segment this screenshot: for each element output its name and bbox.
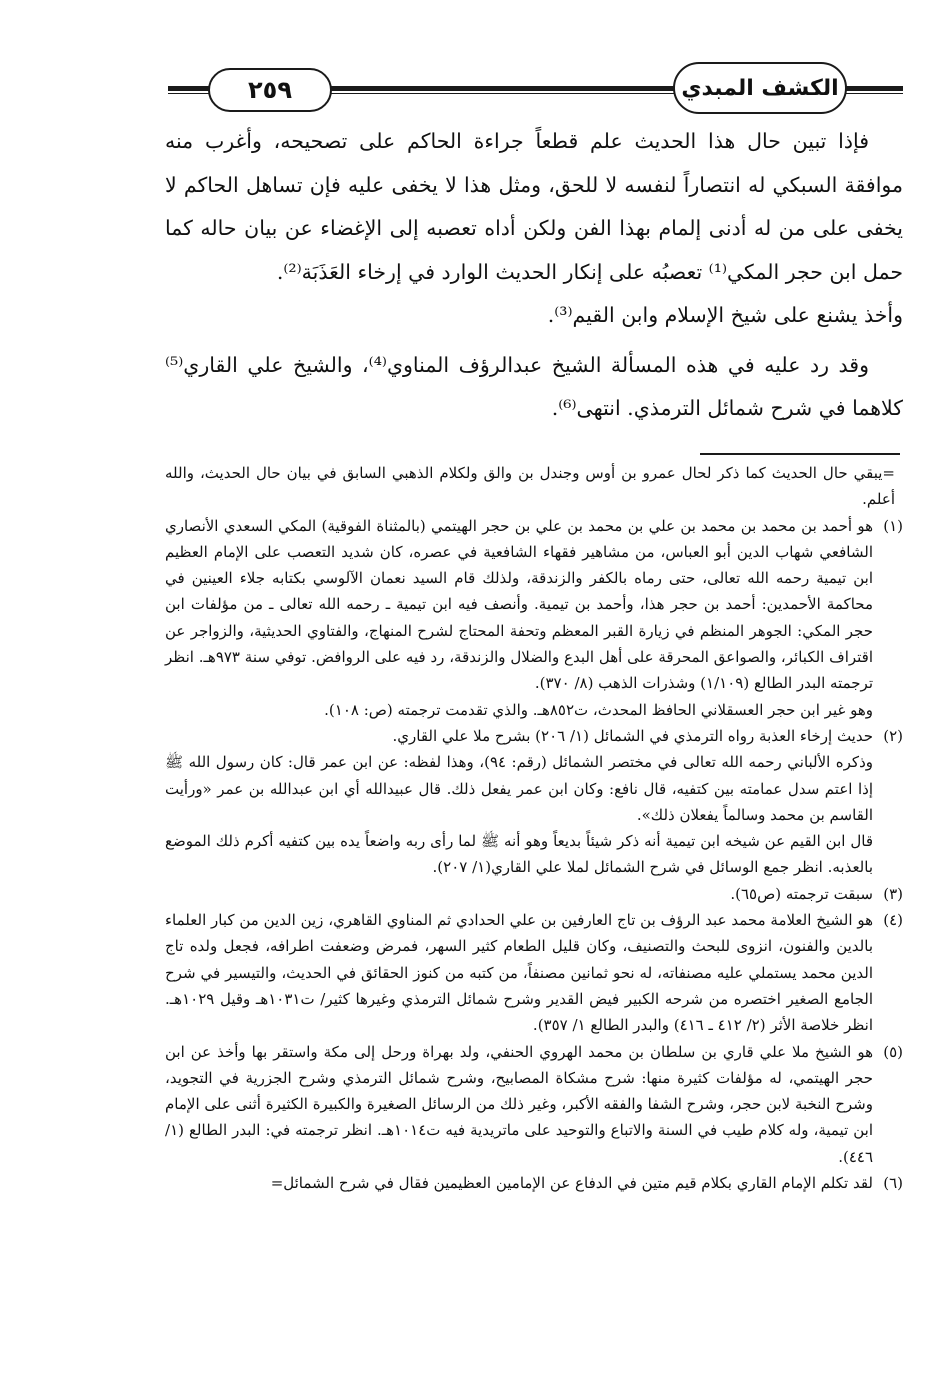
main-paragraph: وقد رد عليه في هذه المسألة الشيخ عبدالرؤف المناوي⁽⁴⁾، والشيخ علي القاري⁽⁵⁾ كلاهما في شرح شمائل الترمذي. انتهى⁽⁶⁾. bbox=[165, 352, 903, 420]
footnote-2-extra: قال ابن القيم عن شيخه ابن تيمية أنه ذكر شيئاً بديعاً وهو أنه ﷺ لما رأى ربه واضعاً يده بين كتفيه أكرم ذلك الموضع بالعذبه. انظر جمع الوسائل في شرح الشمائل لملا علي القاري(١/ ٢٠٧). bbox=[165, 832, 873, 877]
footnote-text: هو أحمد بن محمد بن محمد بن علي بن محمد بن علي بن حجر الهيتمي (بالمثناة الفوقية) المكي السعدي الأنصاري الشافعي شهاب الدين أبو العباس، من مشاهير فقهاء الشافعية في عصره، كان شديد التعصب على الإمام العظيم ابن تيمية رحمه الله تعالى، حتى رماه بالكفر والزندقة، ولذلك قام السيد نعمان الآلوسي بكتابه جلاء العينين في محاكمة الأحمدين: أحمد بن حجر هذا، وأحمد بن تيمية. وأنصف فيه ابن تيمية ـ رحمه الله تعالى ـ من مؤلفات ابن حجر المكي: الجوهر المنظم في زيارة القبر المعظم وتحفة المحتاج لشرح المنهاج، والفتاوي الحديثية، والزواجر عن اقتراف الكبائر، والصواعق المحرقة على أهل البدع والضلال والزندقة، رد فيه على الروافض. توفي سنة ٩٧٣هـ. انظر ترجمته البدر الطالع (١/١٠٩) وشذرات الذهب (٨/ ٣٧٠). bbox=[165, 516, 874, 693]
footnote-5 bbox=[165, 1039, 903, 1170]
footnote-text: سبقت ترجمته (ص٦٥). bbox=[730, 884, 873, 903]
book-title: الكشف المبدي bbox=[681, 75, 839, 101]
page-number-cartouche bbox=[208, 68, 332, 112]
footnote-6 bbox=[165, 1170, 903, 1196]
main-paragraph: وأخذ يشنع على شيخ الإسلام وابن القيم⁽³⁾. bbox=[547, 303, 903, 327]
book-title-cartouche bbox=[673, 62, 847, 114]
footnote-marker: (٤) bbox=[883, 911, 903, 930]
footnote-4 bbox=[165, 907, 903, 1038]
footnote-text: هو الشيخ ملا علي قاري بن سلطان بن محمد الهروي الحنفي، ولد بهراة ورحل إلى مكة واستقر بها وأخذ عن ابن حجر الهيتمي، له مؤلفات كثيرة منها: شرح مشكاة المصابيح، وشرح شمائل الترمذي وشرح الجزرية في التجويد، وشرح النخبة لابن حجر، وشرح الشفا والفقه الأكبر، وغير ذلك من الرسائل الصغيرة والكبيرة الكثيرة أثنى على الإمام ابن تيمية، وله كلام طيب في السنة والاتباع والتوحيد على ماتريدية فيه ت١٠١٤هـ. انظر ترجمته في: البدر الطالع (١/ ٤٤٦). bbox=[165, 1042, 873, 1166]
footnote-marker: (٦) bbox=[883, 1174, 903, 1193]
footnote-marker: (١) bbox=[883, 516, 903, 535]
main-paragraph: فإذا تبين حال هذا الحديث علم قطعاً جراءة الحاكم على تصحيحه، وأغرب منه موافقة السبكي له انتصاراً لنفسه لا للحق، ومثل هذا لا يخفى عليه فإن تساهل الحاكم لا يخفى على من له أدنى إلمام بهذا الفن ولكن أداه تعصبه إلى الإغضاء عن بيان حاله كما حمل ابن حجر المكي⁽¹⁾ تعصبُه على إنكار الحديث الوارد في إرخاء العَذَبَة⁽²⁾. bbox=[165, 129, 903, 284]
footnote-marker: (٥) bbox=[883, 1042, 903, 1061]
footnote-1-extra: وهو غير ابن حجر العسقلاني الحافظ المحدث، ت٨٥٢هـ. والذي تقدمت ترجمته (ص: ١٠٨). bbox=[324, 700, 873, 719]
page-number: ٢٥٩ bbox=[248, 76, 292, 104]
footnote-text: هو الشيخ العلامة محمد عبد الرؤف بن تاج العارفين بن علي الحدادي ثم المناوي القاهري، زين الدين من كبار العلماء بالدين والفنون، انزوى للبحث والتصنيف، وكان قليل الطعام كثير السهر، فمرض وضعفت اطرافه، فجعل ولده تاج الدين محمد يستملي عليه مصنفاته، له نحو ثمانين مصنفاً، من كتبه من كنوز الحقائق في الحديث، والتيسير في شرح الجامع الصغير اختصره من شرحه الكبير فيض القدير وشرح شمائل الترمذي وغيرها كثير/ ت١٠٣١هـ وقيل ١٠٢٩هـ. انظر خلاصة الأثر (٢/ ٤١٢ ـ ٤١٦) والبدر الطالع ١/ ٣٥٧). bbox=[165, 911, 874, 1035]
footnote-marker: (٣) bbox=[883, 884, 903, 903]
footnote-text: حديث إرخاء العذبة رواه الترمذي في الشمائل (١/ ٢٠٦) بشرح ملا علي القاري. bbox=[392, 726, 873, 745]
footnote-2-extra: وذكره الألباني رحمه الله تعالى في مختصر الشمائل (رقم: ٩٤)، وهذا لفظه: عن ابن عمر قال: كان رسول الله ﷺ إذا اعتم سدل عمامته بين كتفيه، قال نافع: وكان ابن عمر يفعل ذلك. قال عبيدالله أي ابن عبدالله بن عمر «ورأيت القاسم بن محمد وسالماً يفعلان ذلك». bbox=[165, 753, 873, 824]
footnote-3 bbox=[165, 881, 903, 907]
page-header bbox=[168, 62, 903, 114]
footnote-2 bbox=[165, 723, 903, 749]
footnote-divider bbox=[700, 453, 900, 455]
footnotes bbox=[165, 460, 903, 1196]
footnote-marker: (٢) bbox=[883, 726, 903, 745]
footnote-text: لقد تكلم الإمام القاري بكلام قيم متين في الدفاع عن الإمامين العظيمين فقال في شرح الشمائل= bbox=[270, 1174, 873, 1193]
footnote-continuation: =يبقي حال الحديث كما ذكر لحال عمرو بن أوس وجندل بن والق ولكلام الذهبي السابق في بيان حال الحديث، والله أعلم. bbox=[165, 464, 895, 509]
main-text bbox=[165, 120, 903, 431]
footnote-1 bbox=[165, 513, 903, 697]
